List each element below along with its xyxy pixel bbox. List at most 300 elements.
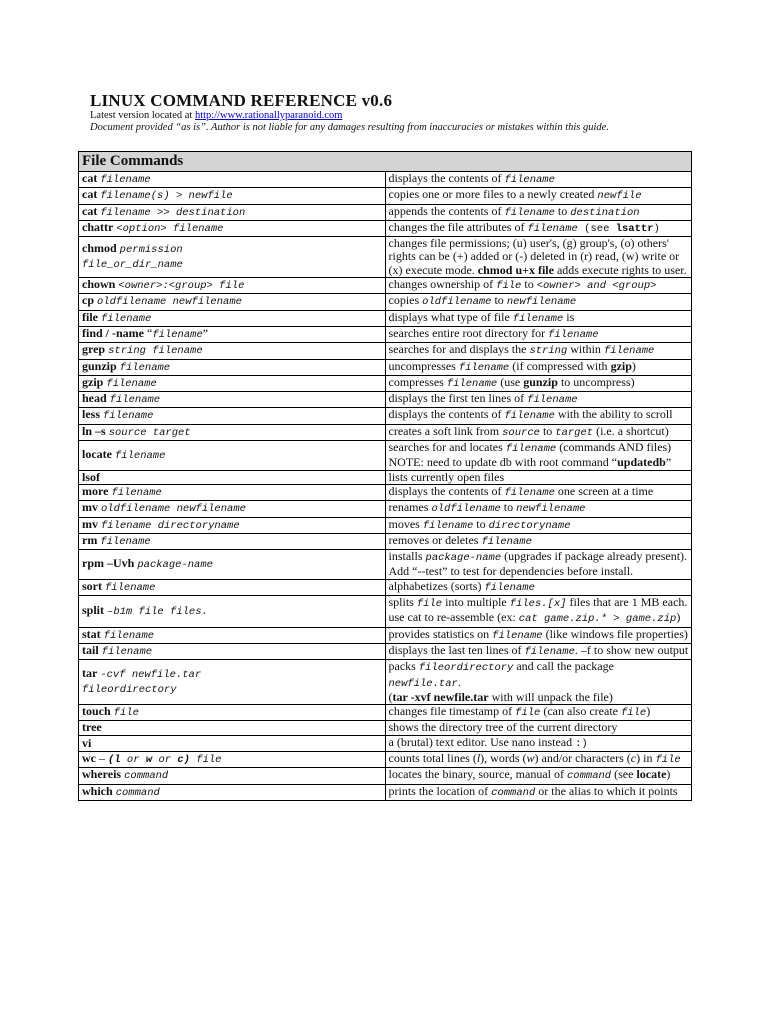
description-cell xyxy=(385,343,692,359)
document-title: LINUX COMMAND REFERENCE v0.6 xyxy=(90,91,393,110)
command-segment: more xyxy=(82,484,109,498)
command-segment: <owner>:<group> file xyxy=(118,280,245,293)
command-segment: lsof xyxy=(82,470,100,484)
command-segment: cp xyxy=(82,293,94,308)
command-segment: less xyxy=(82,407,100,422)
command-segment: gzip xyxy=(82,375,104,389)
command-cell xyxy=(79,237,386,278)
command-cell xyxy=(79,751,386,767)
command-segment: cat xyxy=(82,204,98,218)
description-segment: (upgrades if package already present). xyxy=(501,549,688,564)
command-segment: filename xyxy=(109,394,161,407)
description-cell xyxy=(385,237,692,278)
description-cell xyxy=(385,768,692,784)
command-segment: whereis xyxy=(82,767,122,782)
command-cell xyxy=(79,596,386,628)
description-segment: (use xyxy=(497,374,524,389)
description-segment: to xyxy=(521,277,537,292)
command-cell xyxy=(79,408,386,424)
table-row xyxy=(79,643,692,659)
description-segment: to uncompress) xyxy=(557,374,635,389)
command-segment: or xyxy=(120,753,146,766)
description-segment: command xyxy=(491,786,536,799)
command-segment: or xyxy=(152,753,178,766)
table-row xyxy=(79,310,692,326)
command-cell xyxy=(79,220,386,236)
command-segment: filename xyxy=(114,449,166,462)
description-cell xyxy=(385,408,692,424)
command-segment: file xyxy=(113,707,139,720)
description-segment: chmod u+x file xyxy=(477,262,554,277)
table-row xyxy=(79,278,692,294)
description-segment: filename xyxy=(603,345,655,358)
description-cell xyxy=(385,550,692,580)
command-segment: gunzip xyxy=(82,359,117,373)
description-segment: filename xyxy=(422,519,474,532)
description-segment: file xyxy=(655,753,681,766)
description-segment: provides statistics on xyxy=(388,626,493,641)
command-segment: package-name xyxy=(137,558,213,571)
description-segment: displays the first ten lines of xyxy=(388,391,528,406)
description-segment: splits xyxy=(388,595,417,610)
table-row xyxy=(79,579,692,595)
command-cell xyxy=(79,643,386,659)
table-row xyxy=(79,501,692,517)
description-segment: package-name xyxy=(425,552,502,565)
command-segment: locate xyxy=(82,446,112,461)
description-segment: changes the file attributes of xyxy=(388,219,528,234)
description-cell xyxy=(385,375,692,391)
description-cell xyxy=(385,660,692,705)
description-segment: l xyxy=(476,750,481,765)
description-cell xyxy=(385,310,692,326)
description-segment: fileordirectory xyxy=(418,662,514,675)
command-segment: rpm –Uvh xyxy=(82,555,135,570)
description-segment: ) xyxy=(646,704,651,719)
description-segment: filename xyxy=(504,174,555,186)
command-segment: command xyxy=(115,786,160,799)
description-cell xyxy=(385,204,692,220)
command-segment: grep xyxy=(82,342,106,357)
table-row xyxy=(79,735,692,751)
table-row xyxy=(79,784,692,800)
description-segment: directoryname xyxy=(488,519,571,532)
table-row xyxy=(79,660,692,705)
description-cell xyxy=(385,596,692,628)
description-cell xyxy=(385,326,692,342)
command-segment: file xyxy=(82,310,98,324)
command-segment: filename xyxy=(103,629,155,642)
command-segment: which xyxy=(82,784,113,798)
description-segment: to xyxy=(554,203,571,218)
command-segment: chown xyxy=(82,277,116,292)
description-segment: filename xyxy=(492,629,543,642)
command-segment: tree xyxy=(82,720,102,735)
description-segment: displays the contents of xyxy=(388,483,505,498)
command-cell xyxy=(79,294,386,310)
description-cell xyxy=(385,579,692,595)
description-segment: ) and/or characters ( xyxy=(534,750,631,765)
description-segment: copies one or more files to a newly created xyxy=(388,187,598,202)
description-cell xyxy=(385,643,692,659)
description-segment: locates the binary, source, manual of xyxy=(388,767,567,782)
file-commands-table xyxy=(78,151,692,801)
table-row xyxy=(79,408,692,424)
description-segment: (commands AND files) xyxy=(556,440,672,455)
command-cell xyxy=(79,784,386,800)
description-segment: files.[x] xyxy=(509,598,567,611)
command-segment: stat xyxy=(82,627,101,641)
description-segment: filename xyxy=(484,581,535,594)
section-header: File Commands xyxy=(79,152,692,172)
description-segment: displays what type of file xyxy=(388,309,513,324)
command-segment: chmod xyxy=(82,240,117,255)
command-cell xyxy=(79,501,386,517)
description-segment: with the ability to scroll xyxy=(554,407,673,422)
command-segment: filename xyxy=(111,486,162,499)
command-segment: c) xyxy=(177,753,190,766)
description-cell xyxy=(385,424,692,440)
description-cell xyxy=(385,533,692,549)
description-segment: oldfilename xyxy=(431,503,501,516)
description-segment: (i.e. a shortcut) xyxy=(593,423,669,438)
description-segment: removes or deletes xyxy=(388,532,482,547)
description-segment: to xyxy=(491,293,507,308)
description-segment: ) xyxy=(666,767,671,782)
description-cell xyxy=(385,470,692,484)
description-segment: to xyxy=(539,423,556,438)
latest-version-line xyxy=(90,110,342,121)
description-cell xyxy=(385,441,692,471)
description-segment: adds execute rights to user. xyxy=(553,262,687,277)
table-row xyxy=(79,294,692,310)
description-segment: to xyxy=(473,516,489,531)
description-segment: one screen at a time xyxy=(554,483,654,498)
command-cell xyxy=(79,470,386,484)
description-segment: changes file permissions; (u) user's, (g) group's, (o) others' rights can be (+) added or (-) deleted in (r) read, (w) write or (x) execute mode. xyxy=(388,236,680,277)
command-segment: filename xyxy=(100,535,151,548)
description-segment: copies xyxy=(388,293,423,308)
description-segment: ( xyxy=(388,689,393,704)
command-cell xyxy=(79,768,386,784)
command-segment: oldfilename newfilename xyxy=(97,296,242,309)
command-cell xyxy=(79,517,386,533)
command-cell xyxy=(79,375,386,391)
description-segment: newfile.tar xyxy=(388,677,458,690)
description-segment: or the alias to which it points xyxy=(535,783,678,798)
command-cell xyxy=(79,579,386,595)
table-row xyxy=(79,220,692,236)
command-segment: tail xyxy=(82,643,99,657)
description-segment: with will unpack the file) xyxy=(488,689,613,704)
description-segment: creates a soft link from xyxy=(388,423,503,438)
description-cell xyxy=(385,484,692,500)
table-row xyxy=(79,627,692,643)
command-cell xyxy=(79,550,386,580)
description-segment: packs xyxy=(388,659,419,674)
description-segment: uncompresses xyxy=(388,358,459,373)
section-header-row xyxy=(79,152,692,172)
description-segment: (like windows file properties) xyxy=(542,626,688,641)
description-segment: searches entire root directory for xyxy=(388,325,549,340)
description-segment: installs xyxy=(388,549,426,564)
description-segment: ) xyxy=(653,222,660,235)
table-row xyxy=(79,424,692,440)
table-row xyxy=(79,359,692,375)
description-cell xyxy=(385,735,692,751)
table-row xyxy=(79,533,692,549)
command-segment: cat xyxy=(82,187,98,202)
description-segment: filename xyxy=(527,394,578,407)
description-segment: to xyxy=(500,500,517,515)
command-cell xyxy=(79,278,386,294)
description-segment: filename xyxy=(504,206,555,219)
description-segment: filename xyxy=(505,443,557,456)
description-segment: newfilename xyxy=(516,503,586,516)
table-row xyxy=(79,470,692,484)
table-row xyxy=(79,596,692,628)
command-segment: chattr xyxy=(82,220,114,234)
table-row xyxy=(79,188,692,204)
command-cell xyxy=(79,392,386,408)
description-cell xyxy=(385,517,692,533)
description-cell xyxy=(385,721,692,735)
description-segment: locate xyxy=(636,767,667,782)
command-cell xyxy=(79,172,386,188)
description-segment: into multiple xyxy=(442,595,510,610)
table-row xyxy=(79,375,692,391)
command-segment: file_or_dir_name xyxy=(82,259,183,272)
command-segment: touch xyxy=(82,704,111,719)
command-segment: filename xyxy=(105,581,156,594)
command-cell xyxy=(79,627,386,643)
command-segment: rm xyxy=(82,533,98,547)
description-segment: (can also create xyxy=(540,704,621,719)
latest-version-label: Latest version located at xyxy=(90,110,195,121)
description-cell xyxy=(385,294,692,310)
command-cell xyxy=(79,188,386,204)
description-segment: prints the location of xyxy=(388,783,492,798)
command-segment: “ xyxy=(144,326,153,340)
command-segment: filename directoryname xyxy=(101,519,240,532)
command-segment: w xyxy=(145,753,153,766)
table-row xyxy=(79,204,692,220)
description-segment: and call the package xyxy=(513,659,614,674)
command-segment: fileordirectory xyxy=(82,684,177,697)
description-segment: ), words ( xyxy=(480,750,527,765)
description-cell xyxy=(385,392,692,408)
description-segment: oldfilename xyxy=(422,296,492,309)
command-segment: source target xyxy=(108,426,191,439)
table-row xyxy=(79,768,692,784)
command-cell xyxy=(79,204,386,220)
description-segment: ) xyxy=(676,610,681,625)
command-segment: permission xyxy=(119,243,183,256)
command-segment: –b1m file files. xyxy=(107,605,208,618)
table-row xyxy=(79,392,692,408)
command-rows xyxy=(79,172,692,801)
command-segment: filename xyxy=(152,328,203,341)
command-segment: oldfilename newfilename xyxy=(101,503,246,516)
description-segment: shows the directory tree of the current directory xyxy=(388,720,618,735)
command-cell xyxy=(79,705,386,721)
description-segment: target xyxy=(555,426,594,439)
description-cell xyxy=(385,172,692,188)
description-segment: a (brutal) text editor. Use nano instead xyxy=(388,734,576,749)
description-segment: (see xyxy=(611,767,637,782)
website-link[interactable]: http://www.rationallyparanoid.com xyxy=(194,110,343,121)
table-row xyxy=(79,721,692,735)
description-segment: changes file timestamp of xyxy=(388,704,516,719)
description-segment: filename xyxy=(527,222,578,235)
description-segment: updatedb xyxy=(617,455,666,470)
command-segment: filename xyxy=(119,361,171,374)
command-segment: filename >> destination xyxy=(100,206,246,219)
description-segment: filename xyxy=(458,361,510,374)
description-segment: filename xyxy=(504,486,555,499)
description-segment: displays the last ten lines of xyxy=(388,642,525,657)
description-segment: ) xyxy=(631,358,636,373)
description-segment: is xyxy=(563,309,575,324)
description-segment: string xyxy=(529,345,568,358)
description-segment: filename xyxy=(548,328,599,341)
description-segment: . –f to show new output xyxy=(574,642,689,657)
command-cell xyxy=(79,310,386,326)
description-segment: gunzip xyxy=(523,374,558,389)
command-segment: -cvf newfile.tar xyxy=(100,668,202,681)
description-segment: . xyxy=(457,674,461,689)
command-segment: tar xyxy=(82,665,98,680)
description-segment: c xyxy=(630,750,637,765)
command-segment: wc xyxy=(82,751,96,765)
description-segment: alphabetizes (sorts) xyxy=(388,578,485,593)
description-segment: cat game.zip.* > game.zip xyxy=(518,613,677,626)
command-cell xyxy=(79,484,386,500)
description-segment: files that are 1 MB each. use cat to re-assemble (ex: xyxy=(388,595,688,625)
description-segment: lists currently open files xyxy=(388,469,505,484)
description-segment: renames xyxy=(388,500,432,515)
table-row xyxy=(79,751,692,767)
description-segment: file xyxy=(416,598,443,611)
description-segment: file xyxy=(515,707,541,720)
description-segment: ) in xyxy=(636,750,656,765)
command-cell xyxy=(79,533,386,549)
description-cell xyxy=(385,220,692,236)
description-cell xyxy=(385,188,692,204)
table-row xyxy=(79,550,692,580)
description-segment: ” xyxy=(665,455,672,470)
command-cell xyxy=(79,326,386,342)
description-segment: newfile xyxy=(597,190,642,203)
description-segment: filename xyxy=(504,410,555,423)
command-segment: filename xyxy=(106,377,157,390)
description-segment: gzip xyxy=(610,358,632,373)
command-cell xyxy=(79,424,386,440)
description-cell xyxy=(385,278,692,294)
table-row xyxy=(79,172,692,188)
command-segment: (l xyxy=(108,753,121,766)
command-segment: ” xyxy=(202,326,209,340)
description-segment: within xyxy=(567,342,604,357)
description-segment: appends the contents of xyxy=(388,203,505,218)
command-cell xyxy=(79,441,386,471)
description-segment: counts total lines ( xyxy=(388,750,477,765)
command-cell xyxy=(79,343,386,359)
description-segment: filename xyxy=(512,312,564,325)
command-segment: filename xyxy=(100,174,151,186)
description-cell xyxy=(385,784,692,800)
description-cell xyxy=(385,627,692,643)
command-segment: ln –s xyxy=(82,424,106,438)
command-segment: <option> filename xyxy=(116,222,224,235)
table-row xyxy=(79,484,692,500)
table-row xyxy=(79,517,692,533)
description-segment: command xyxy=(567,770,612,783)
command-segment: filename xyxy=(101,645,153,658)
command-cell xyxy=(79,735,386,751)
description-segment: lsattr xyxy=(615,222,654,235)
description-segment: filename xyxy=(446,377,498,390)
description-segment: compresses xyxy=(388,374,447,389)
command-segment: command xyxy=(124,770,169,783)
table-row xyxy=(79,343,692,359)
description-segment: searches for and locates xyxy=(388,440,506,455)
description-segment: searches for and displays the xyxy=(388,342,530,357)
command-segment: filename xyxy=(103,410,154,423)
table-row xyxy=(79,441,692,471)
description-segment: NOTE: need to update db with root command “ xyxy=(388,455,618,470)
description-segment: (see xyxy=(577,222,616,235)
description-segment: :) xyxy=(575,737,588,750)
command-segment: string filename xyxy=(108,345,203,358)
command-segment: find / -name xyxy=(82,326,145,340)
command-segment: filename xyxy=(101,312,152,325)
description-segment: Add “--test” to test for dependencies before install. xyxy=(388,564,634,579)
command-segment: split xyxy=(82,602,105,617)
description-segment: destination xyxy=(570,206,640,219)
description-cell xyxy=(385,359,692,375)
command-segment: filename(s) > newfile xyxy=(100,190,233,203)
description-segment: filename xyxy=(481,535,532,548)
description-segment: changes ownership of xyxy=(388,277,497,292)
table-row xyxy=(79,237,692,278)
command-segment: cat xyxy=(82,171,98,185)
command-segment: mv xyxy=(82,517,98,531)
table-row xyxy=(79,705,692,721)
command-segment: file xyxy=(189,753,222,766)
command-cell xyxy=(79,660,386,705)
command-segment: mv xyxy=(82,500,98,515)
command-segment: vi xyxy=(82,735,92,750)
description-cell xyxy=(385,751,692,767)
description-segment: w xyxy=(526,750,535,765)
command-cell xyxy=(79,359,386,375)
description-segment: displays the contents of xyxy=(388,171,505,185)
description-segment: filename xyxy=(524,645,575,658)
description-segment: moves xyxy=(388,516,423,531)
description-segment: source xyxy=(502,426,540,439)
description-segment: tar -xvf newfile.tar xyxy=(392,689,489,704)
description-cell xyxy=(385,705,692,721)
description-segment: (if compressed with xyxy=(509,358,611,373)
description-segment: file xyxy=(620,707,647,720)
table-row xyxy=(79,326,692,342)
description-cell xyxy=(385,501,692,517)
disclaimer: Document provided “as is”. Author is not liable for any damages resulting from inaccuracies or mistakes within this guide. xyxy=(90,122,609,133)
description-segment: displays the contents of xyxy=(388,407,505,422)
command-segment: sort xyxy=(82,579,102,593)
description-segment: <owner> and <group> xyxy=(536,280,657,293)
